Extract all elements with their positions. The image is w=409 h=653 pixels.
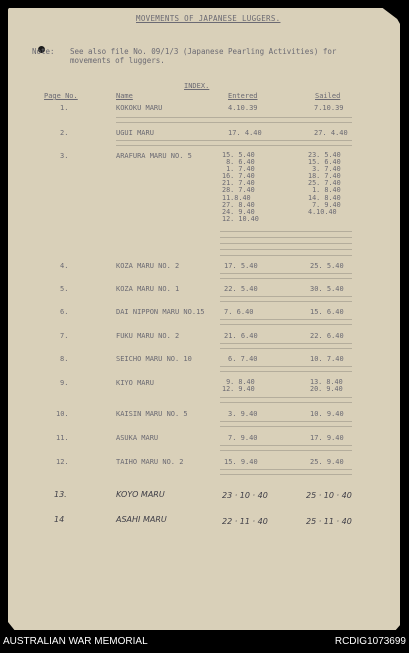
row-page-no: 11.: [56, 434, 69, 442]
row-page-no: 7.: [60, 332, 69, 340]
column-header-sailed: Sailed: [315, 92, 341, 100]
ledger-rule: [220, 397, 352, 398]
row-entered: 3. 9.40: [228, 410, 258, 418]
index-heading: INDEX.: [184, 82, 210, 90]
ledger-rule: [220, 278, 352, 279]
row-sailed: 7.10.39: [314, 104, 344, 112]
row-entered: 9. 8.40 12. 9.40: [222, 378, 255, 394]
ledger-rule: [220, 450, 352, 451]
row-entered: 22 · 11 · 40: [222, 517, 268, 526]
ledger-rule: [116, 117, 352, 118]
row-entered: 15. 5.40 8. 6.40 1. 7.40 16. 7.40 21. 7.40 28. 7.40 11.8.40 27. 8.40 24. 9.40 12. 10.40: [222, 151, 259, 223]
row-sailed: 15. 6.40: [310, 308, 344, 316]
ledger-rule: [220, 296, 352, 297]
document-page: [8, 8, 400, 630]
row-page-no: 14: [54, 515, 65, 524]
row-entered: 6. 7.40: [228, 355, 258, 363]
row-sailed: 30. 5.40: [310, 285, 344, 293]
row-sailed: 25. 9.40: [310, 458, 344, 466]
ledger-rule: [220, 324, 352, 325]
footer-bar: [0, 630, 409, 653]
torn-corner-top-right: [372, 0, 408, 38]
note-label: Note:: [32, 47, 55, 56]
ledger-rule: [116, 140, 352, 141]
ledger-rule: [220, 426, 352, 427]
row-entered: 17. 5.40: [224, 262, 258, 270]
row-sailed: 25 · 11 · 40: [306, 517, 352, 526]
footer-record-id: RCDIG1073699: [334, 636, 406, 647]
note-line-1: See also file No. 09/1/3 (Japanese Pearling Activities) for: [70, 47, 337, 56]
column-header-name: Name: [116, 92, 133, 100]
row-sailed: 25 · 10 · 40: [306, 491, 352, 500]
row-name: KIYO MARU: [116, 379, 154, 387]
row-name: KOYO MARU: [116, 490, 165, 499]
row-entered: 7. 6.40: [224, 308, 254, 316]
ledger-rule: [220, 273, 352, 274]
row-name: ARAFURA MARU NO. 5: [116, 152, 192, 160]
row-name: FUKU MARU NO. 2: [116, 332, 180, 340]
row-name: UGUI MARU: [116, 129, 154, 137]
row-sailed: 13. 8.40 20. 9.40: [310, 378, 343, 394]
row-name: KOZA MARU NO. 2: [116, 262, 180, 270]
row-page-no: 2.: [60, 129, 69, 137]
row-name: KAISIN MARU NO. 5: [116, 410, 188, 418]
column-header-page-no: Page No.: [44, 92, 78, 100]
ledger-rule: [220, 237, 352, 238]
row-name: DAI NIPPON MARU NO.15: [116, 308, 205, 316]
ledger-rule: [220, 343, 352, 344]
row-sailed: 10. 9.40: [310, 410, 344, 418]
ledger-rule: [220, 231, 352, 232]
ledger-rule: [220, 348, 352, 349]
ledger-rule: [116, 122, 352, 123]
row-entered: 23 · 10 · 40: [222, 491, 268, 500]
row-name: TAIHO MARU NO. 2: [116, 458, 184, 466]
ledger-rule: [220, 255, 352, 256]
ledger-rule: [220, 402, 352, 403]
row-sailed: 23. 5.40 15. 6.40 3. 7.40 18. 7.40 25. 7.40 1. 8.40 14. 8.40 7. 9.40 4.10.40: [308, 151, 341, 216]
row-page-no: 3.: [60, 152, 69, 160]
ledger-rule: [220, 421, 352, 422]
ledger-rule: [220, 249, 352, 250]
row-page-no: 10.: [56, 410, 69, 418]
row-page-no: 9.: [60, 379, 69, 387]
row-sailed: 25. 5.40: [310, 262, 344, 270]
ledger-rule: [220, 366, 352, 367]
ledger-rule: [116, 145, 352, 146]
column-header-entered: Entered: [228, 92, 258, 100]
row-name: KOZA MARU NO. 1: [116, 285, 180, 293]
ledger-rule: [220, 301, 352, 302]
ledger-rule: [220, 469, 352, 470]
row-entered: 22. 5.40: [224, 285, 258, 293]
row-sailed: 17. 9.40: [310, 434, 344, 442]
footer-source-label: AUSTRALIAN WAR MEMORIAL: [3, 636, 148, 647]
ledger-rule: [220, 243, 352, 244]
torn-corner-top-left: [0, 0, 14, 22]
row-name: ASUKA MARU: [116, 434, 159, 442]
row-page-no: 6.: [60, 308, 69, 316]
row-sailed: 22. 6.40: [310, 332, 344, 340]
row-page-no: 13.: [54, 490, 67, 499]
ledger-rule: [220, 445, 352, 446]
row-page-no: 8.: [60, 355, 69, 363]
row-name: KOKOKU MARU: [116, 104, 163, 112]
note-line-2: movements of luggers.: [70, 56, 165, 65]
row-entered: 17. 4.40: [228, 129, 262, 137]
row-entered: 15. 9.40: [224, 458, 258, 466]
row-entered: 7. 9.40: [228, 434, 258, 442]
row-page-no: 1.: [60, 104, 69, 112]
row-page-no: 5.: [60, 285, 69, 293]
document-title: MOVEMENTS OF JAPANESE LUGGERS.: [136, 14, 281, 23]
row-entered: 4.10.39: [228, 104, 258, 112]
row-sailed: 10. 7.40: [310, 355, 344, 363]
row-sailed: 27. 4.40: [314, 129, 348, 137]
ledger-rule: [220, 319, 352, 320]
row-name: ASAHI MARU: [116, 515, 167, 524]
row-name: SEICHO MARU NO. 10: [116, 355, 192, 363]
ledger-rule: [220, 474, 352, 475]
torn-corner-bottom-left: [0, 612, 16, 632]
row-page-no: 4.: [60, 262, 69, 270]
ledger-rule: [220, 371, 352, 372]
row-page-no: 12.: [56, 458, 69, 466]
row-entered: 21. 6.40: [224, 332, 258, 340]
